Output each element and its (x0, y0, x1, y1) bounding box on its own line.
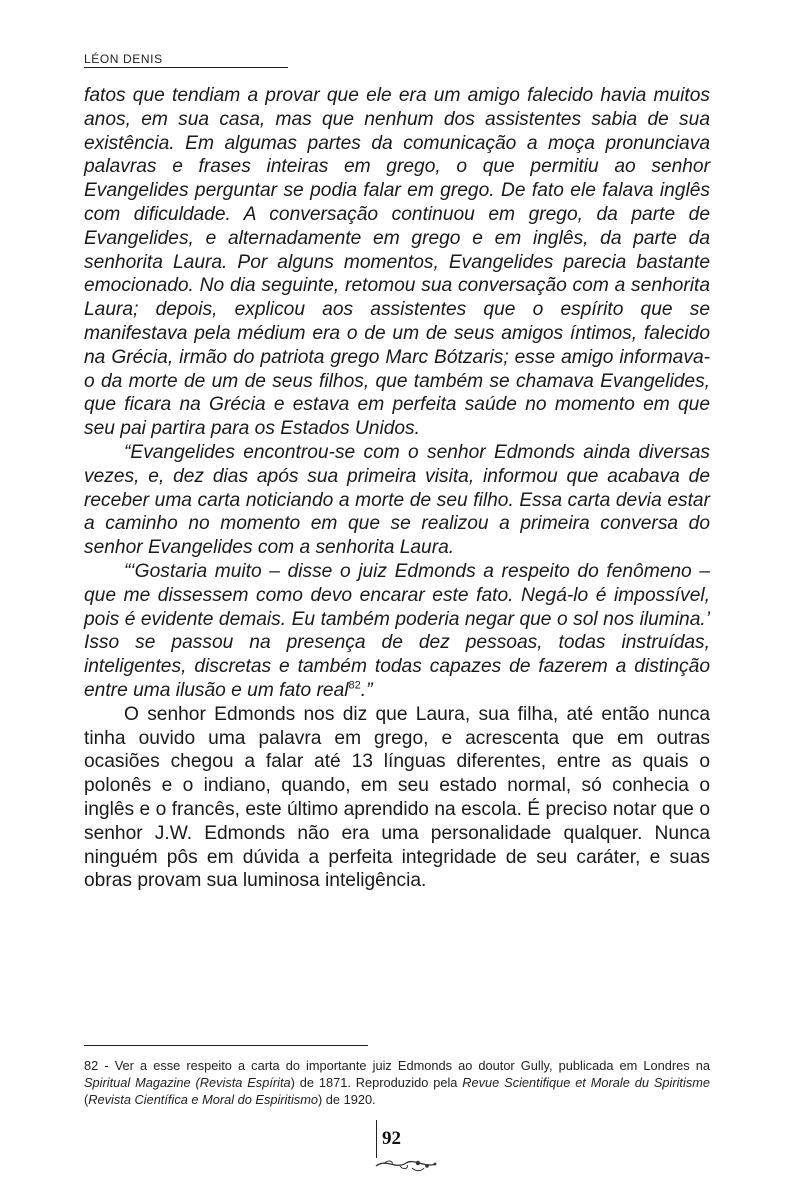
footnote-text-2: ) de 1871. Reproduzido pela (290, 1075, 463, 1090)
paragraph-3-closing: .” (360, 679, 373, 701)
footnote-reference-82[interactable]: 82 (348, 679, 361, 692)
body-text (84, 84, 710, 893)
paragraph-1: fatos que tendiam a provar que ele era um amigo falecido havia muitos anos, em sua casa, mas que nenhum dos assistentes sabia de sua existência. Em algumas partes da comunicação a moça pronunciava palavras e frases inteiras em grego, o que permitiu ao senhor Evangelides perguntar se podia falar em grego. De fato ele falava inglês com dificuldade. A conversação continuou em grego, da parte de Evangelides, e alternadamente em grego e em inglês, da parte da senhorita Laura. Por alguns momentos, Evangelides parecia bastante emocionado. No dia seguinte, retomou sua conversação com a senhorita Laura; depois, explicou aos assistentes que o espírito que se manifestava pela médium era o de um de seus amigos íntimos, falecido na Grécia, irmão do patriota grego Marc Bótzaris; esse amigo informava-o da morte de um de seus filhos, que também se chamava Evangelides, que ficara na Grécia e estava em perfeita saúde no momento em que seu pai partira para os Estados Unidos. (84, 85, 710, 440)
floral-ornament-icon (372, 1154, 442, 1174)
footnote-journal-2: Revue Scientifique et Morale du Spiritisme (462, 1075, 711, 1090)
paragraph-2: “Evangelides encontrou-se com o senhor Edmonds ainda diversas vezes, e, dez dias após sua primeira visita, informou que acabava de receber uma carta noticiando a morte de seu filho. Essa carta devia estar a caminho no momento em que se realizou a primeira conversa do senhor Evangelides com a senhorita Laura. (84, 441, 710, 559)
footnote-journal-1: Spiritual Magazine (Revista Espírita (84, 1075, 291, 1090)
footnote-separator (84, 1045, 368, 1046)
page-number: 92 (382, 1128, 401, 1149)
footnote-text-3: ( (84, 1092, 89, 1107)
running-header: LÉON DENIS (84, 52, 288, 68)
folio (370, 1120, 442, 1180)
footnote-82 (84, 1057, 710, 1108)
paragraph-3-text: “‘Gostaria muito – disse o juiz Edmonds a respeito do fenômeno – que me dissessem como devo encarar este fato. Negá-lo é impossível, pois é evidente demais. Eu também poderia negar que o sol nos ilumina.’ Isso se passou na presença de dez pessoas, todas instruídas, inteligentes, discretas e também todas capazes de fazerem a distinção entre uma ilusão e um fato real (84, 560, 710, 701)
footnote-text-4: ) de 1920. (317, 1092, 376, 1107)
paragraph-3 (84, 560, 710, 703)
paragraph-4: O senhor Edmonds nos diz que Laura, sua filha, até então nunca tinha ouvido uma palavra em grego, e acrescenta que em outras ocasiões chegou a falar até 13 línguas diferentes, entre as quais o polonês e o indiano, quando, em seu estado normal, só conhecia o inglês e o francês, este último aprendido na escola. É preciso notar que o senhor J.W. Edmonds não era uma personalidade qualquer. Nunca ninguém pôs em dúvida a perfeita integridade de seu caráter, e suas obras provam sua luminosa inteligência. (84, 703, 710, 892)
footnote-journal-3: Revista Científica e Moral do Espiritismo (88, 1092, 318, 1107)
folio-bar (376, 1120, 377, 1158)
footnote-text-1: 82 - Ver a esse respeito a carta do importante juiz Edmonds ao doutor Gully, publicada em Londres na (84, 1058, 710, 1073)
